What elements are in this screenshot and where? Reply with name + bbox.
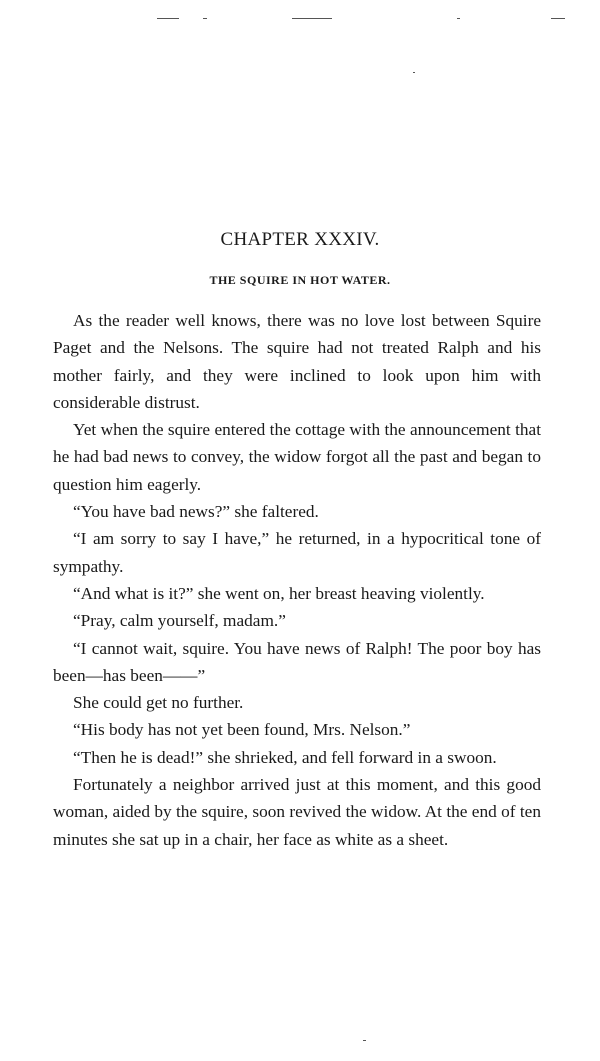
- chapter-subtitle: THE SQUIRE IN HOT WATER.: [209, 273, 391, 287]
- paragraph: “And what is it?” she went on, her breast heaving violently.: [73, 583, 485, 603]
- paragraph: “I am sorry to say I have,” he returned, in a hypocritical tone of sympathy.: [53, 529, 541, 576]
- print-speck: [551, 18, 565, 19]
- print-speck: [292, 18, 332, 19]
- paragraph: “His body has not yet been found, Mrs. Nelson.”: [73, 720, 411, 740]
- paragraph: Yet when the squire entered the cottage with the announcement that he had bad news to convey, the widow forgot all the past and began to question him eagerly.: [53, 420, 541, 494]
- chapter-title: CHAPTER XXXIV.: [220, 229, 380, 250]
- print-speck: [457, 18, 460, 19]
- chapter-body: [53, 307, 541, 853]
- paragraph: As the reader well knows, there was no love lost between Squire Paget and the Nelsons. The squire had not treated Ralph and his mother fairly, and they were inclined to look upon him with considerable distrust.: [53, 311, 541, 412]
- paragraph: “Then he is dead!” she shrieked, and fell forward in a swoon.: [73, 747, 497, 767]
- paragraph: Fortunately a neighbor arrived just at this moment, and this good woman, aided by the squire, soon revived the widow. At the end of ten minutes she sat up in a chair, her face as white as a sheet.: [53, 775, 541, 849]
- paragraph: She could get no further.: [73, 693, 244, 713]
- paragraph: “You have bad news?” she faltered.: [73, 502, 319, 522]
- print-speck: [203, 18, 207, 19]
- print-speck: [363, 1040, 366, 1041]
- print-speck: [413, 72, 415, 73]
- paragraph: “I cannot wait, squire. You have news of Ralph! The poor boy has been—has been——”: [53, 638, 541, 685]
- print-speck: [157, 18, 179, 19]
- paragraph: “Pray, calm yourself, madam.”: [73, 611, 286, 631]
